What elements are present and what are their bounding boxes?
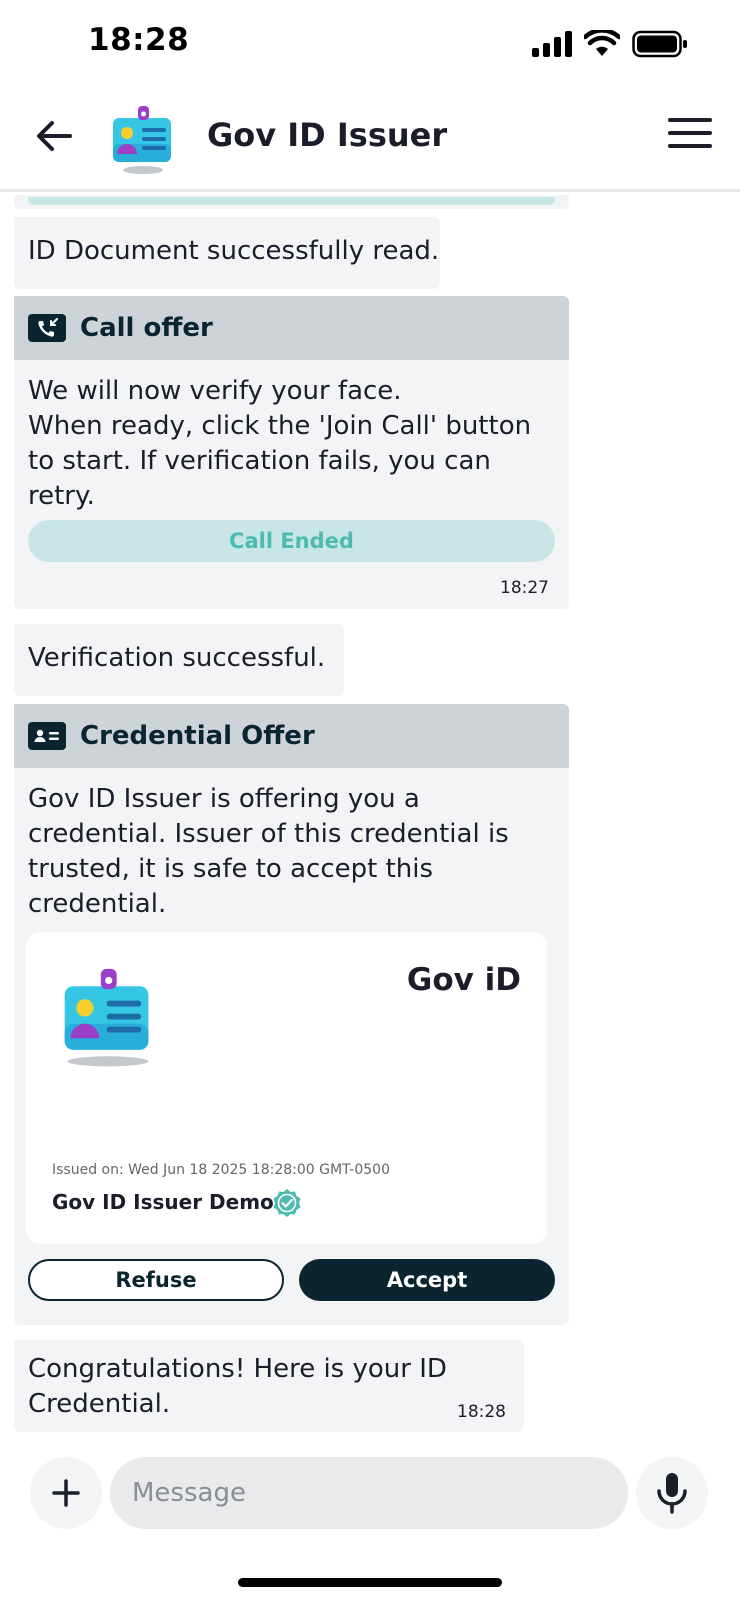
page-title: Gov ID Issuer: [207, 116, 448, 154]
call-offer-card: [14, 296, 569, 609]
message-bubble-partial: [14, 195, 569, 209]
message-line: Congratulations! Here is your ID: [28, 1354, 447, 1384]
credential-card-icon: [28, 722, 66, 750]
chat-header: [0, 92, 740, 192]
id-card-icon: [58, 966, 158, 1070]
battery-icon: [632, 30, 688, 58]
body-line: retry.: [28, 481, 95, 511]
status-icons: [532, 30, 688, 58]
chat-messages[interactable]: [0, 195, 740, 1435]
accept-button[interactable]: Accept: [299, 1259, 555, 1301]
microphone-icon: [655, 1471, 689, 1515]
message-input[interactable]: [110, 1457, 628, 1529]
credential-name: Gov iD: [406, 962, 521, 998]
body-line: trusted, it is safe to accept this: [28, 854, 434, 884]
call-status-pill-partial: [28, 197, 555, 205]
back-arrow-icon[interactable]: [30, 112, 78, 160]
card-title: Call offer: [80, 313, 213, 343]
wifi-icon: [584, 30, 620, 58]
message-timestamp: 18:27: [500, 578, 549, 598]
credential-offer-card: [14, 704, 569, 1325]
body-line: credential.: [28, 889, 167, 919]
status-time: 18:28: [88, 22, 190, 58]
refuse-button[interactable]: Refuse: [28, 1259, 284, 1301]
message-bubble: [14, 1340, 524, 1432]
body-line: to start. If verification fails, you can: [28, 446, 491, 476]
card-header: [14, 296, 569, 360]
message-text: ID Document successfully read.: [28, 236, 440, 266]
card-header: [14, 704, 569, 768]
home-indicator[interactable]: [238, 1578, 502, 1587]
attach-button[interactable]: [30, 1457, 102, 1529]
plus-icon: [51, 1478, 81, 1508]
card-title: Credential Offer: [80, 721, 315, 751]
card-body: [28, 374, 531, 514]
message-text: Verification successful.: [28, 643, 326, 673]
body-line: We will now verify your face.: [28, 376, 402, 406]
id-card-icon: [110, 104, 176, 176]
body-line: credential. Issuer of this credential is: [28, 819, 509, 849]
call-incoming-icon: [28, 314, 66, 342]
message-bubble: [14, 217, 440, 289]
message-timestamp: 18:28: [457, 1402, 506, 1422]
message-composer: [0, 1455, 740, 1535]
verified-badge-icon: [272, 1188, 302, 1218]
message-line: Credential.: [28, 1389, 171, 1419]
menu-icon[interactable]: [668, 118, 712, 154]
status-bar: [0, 0, 740, 90]
credential-preview[interactable]: [26, 932, 547, 1244]
credential-issued-date: Issued on: Wed Jun 18 2025 18:28:00 GMT-0500: [52, 1162, 390, 1178]
cellular-signal-icon: [532, 31, 572, 57]
card-body: [28, 782, 509, 922]
body-line: Gov ID Issuer is offering you a: [28, 784, 420, 814]
message-bubble: [14, 624, 344, 696]
credential-issuer: Gov ID Issuer Demo: [52, 1190, 274, 1214]
call-ended-status: Call Ended: [28, 520, 555, 562]
microphone-button[interactable]: [636, 1457, 708, 1529]
body-line: When ready, click the 'Join Call' button: [28, 411, 532, 441]
message-text: [28, 1352, 447, 1422]
